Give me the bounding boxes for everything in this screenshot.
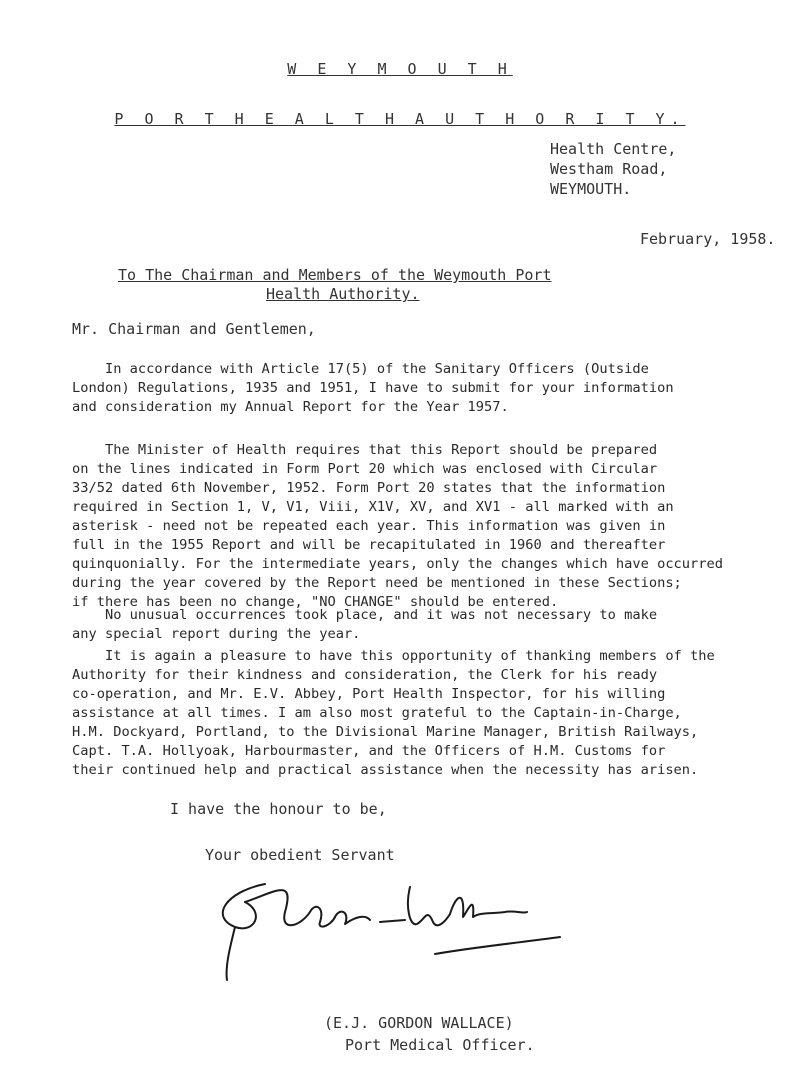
salutation: Mr. Chairman and Gentlemen, (72, 320, 316, 338)
addressee-line-2: Health Authority. (266, 285, 420, 303)
handwritten-signature (205, 872, 585, 982)
signatory-title: Port Medical Officer. (345, 1036, 535, 1054)
letter-date: February, 1958. (640, 230, 776, 248)
heading-town: W E Y M O U T H (287, 60, 513, 78)
paragraph-4: It is again a pleasure to have this opportunity of thanking members of the Authority for their kindness and consideration, the Clerk for his ready co-operation, and Mr. E.V. Abbey, Port Health Inspector, for his willing assistance at all times. I am also most grateful to the Captain-in-Charge, H.M. Dockyard, Portland, to the Divisional Marine Manager, British Railways, Capt. T.A. Hollyoak, Harbourmaster, and the Officers of H.M. Customs for their continued help and practical assistance when the necessity has arisen. (72, 648, 715, 778)
closing-line-2: Your obedient Servant (205, 846, 395, 864)
paragraph-2: The Minister of Health requires that this Report should be prepared on the lines indicated in Form Port 20 which was enclosed with Circular 33/52 dated 6th November, 1952. Form Port 20 states that the information required in Section 1, V, V1, Viii, X1V, XV, and XV1 - all marked with an asterisk - need not be repeated each year. This information was given in full in the 1955 Report and will be recapitulated in 1960 and thereafter quinquonially. For the intermediate years, only the changes which have occurred during the year covered by the Report need be mentioned in these Sections; if there has been no change, "NO CHANGE" should be entered. (72, 442, 724, 610)
addressee-line-1: To The Chairman and Members of the Weymouth Port (118, 266, 552, 284)
address-line-1: Health Centre, (550, 140, 677, 158)
paragraph-3: No unusual occurrences took place, and it was not necessary to make any special report during the year. (72, 607, 658, 642)
address-line-3: WEYMOUTH. (550, 180, 632, 198)
address-line-2: Westham Road, (550, 160, 668, 178)
closing-line-1: I have the honour to be, (170, 800, 387, 818)
paragraph-1: In accordance with Article 17(5) of the Sanitary Officers (Outside London) Regulations, 1935 and 1951, I have to submit for your information and consideration my Annual Report for the Year 1957. (72, 361, 674, 415)
heading-authority: P O R T H E A L T H A U T H O R I T Y. (114, 110, 686, 128)
signatory-name: (E.J. GORDON WALLACE) (324, 1014, 514, 1032)
